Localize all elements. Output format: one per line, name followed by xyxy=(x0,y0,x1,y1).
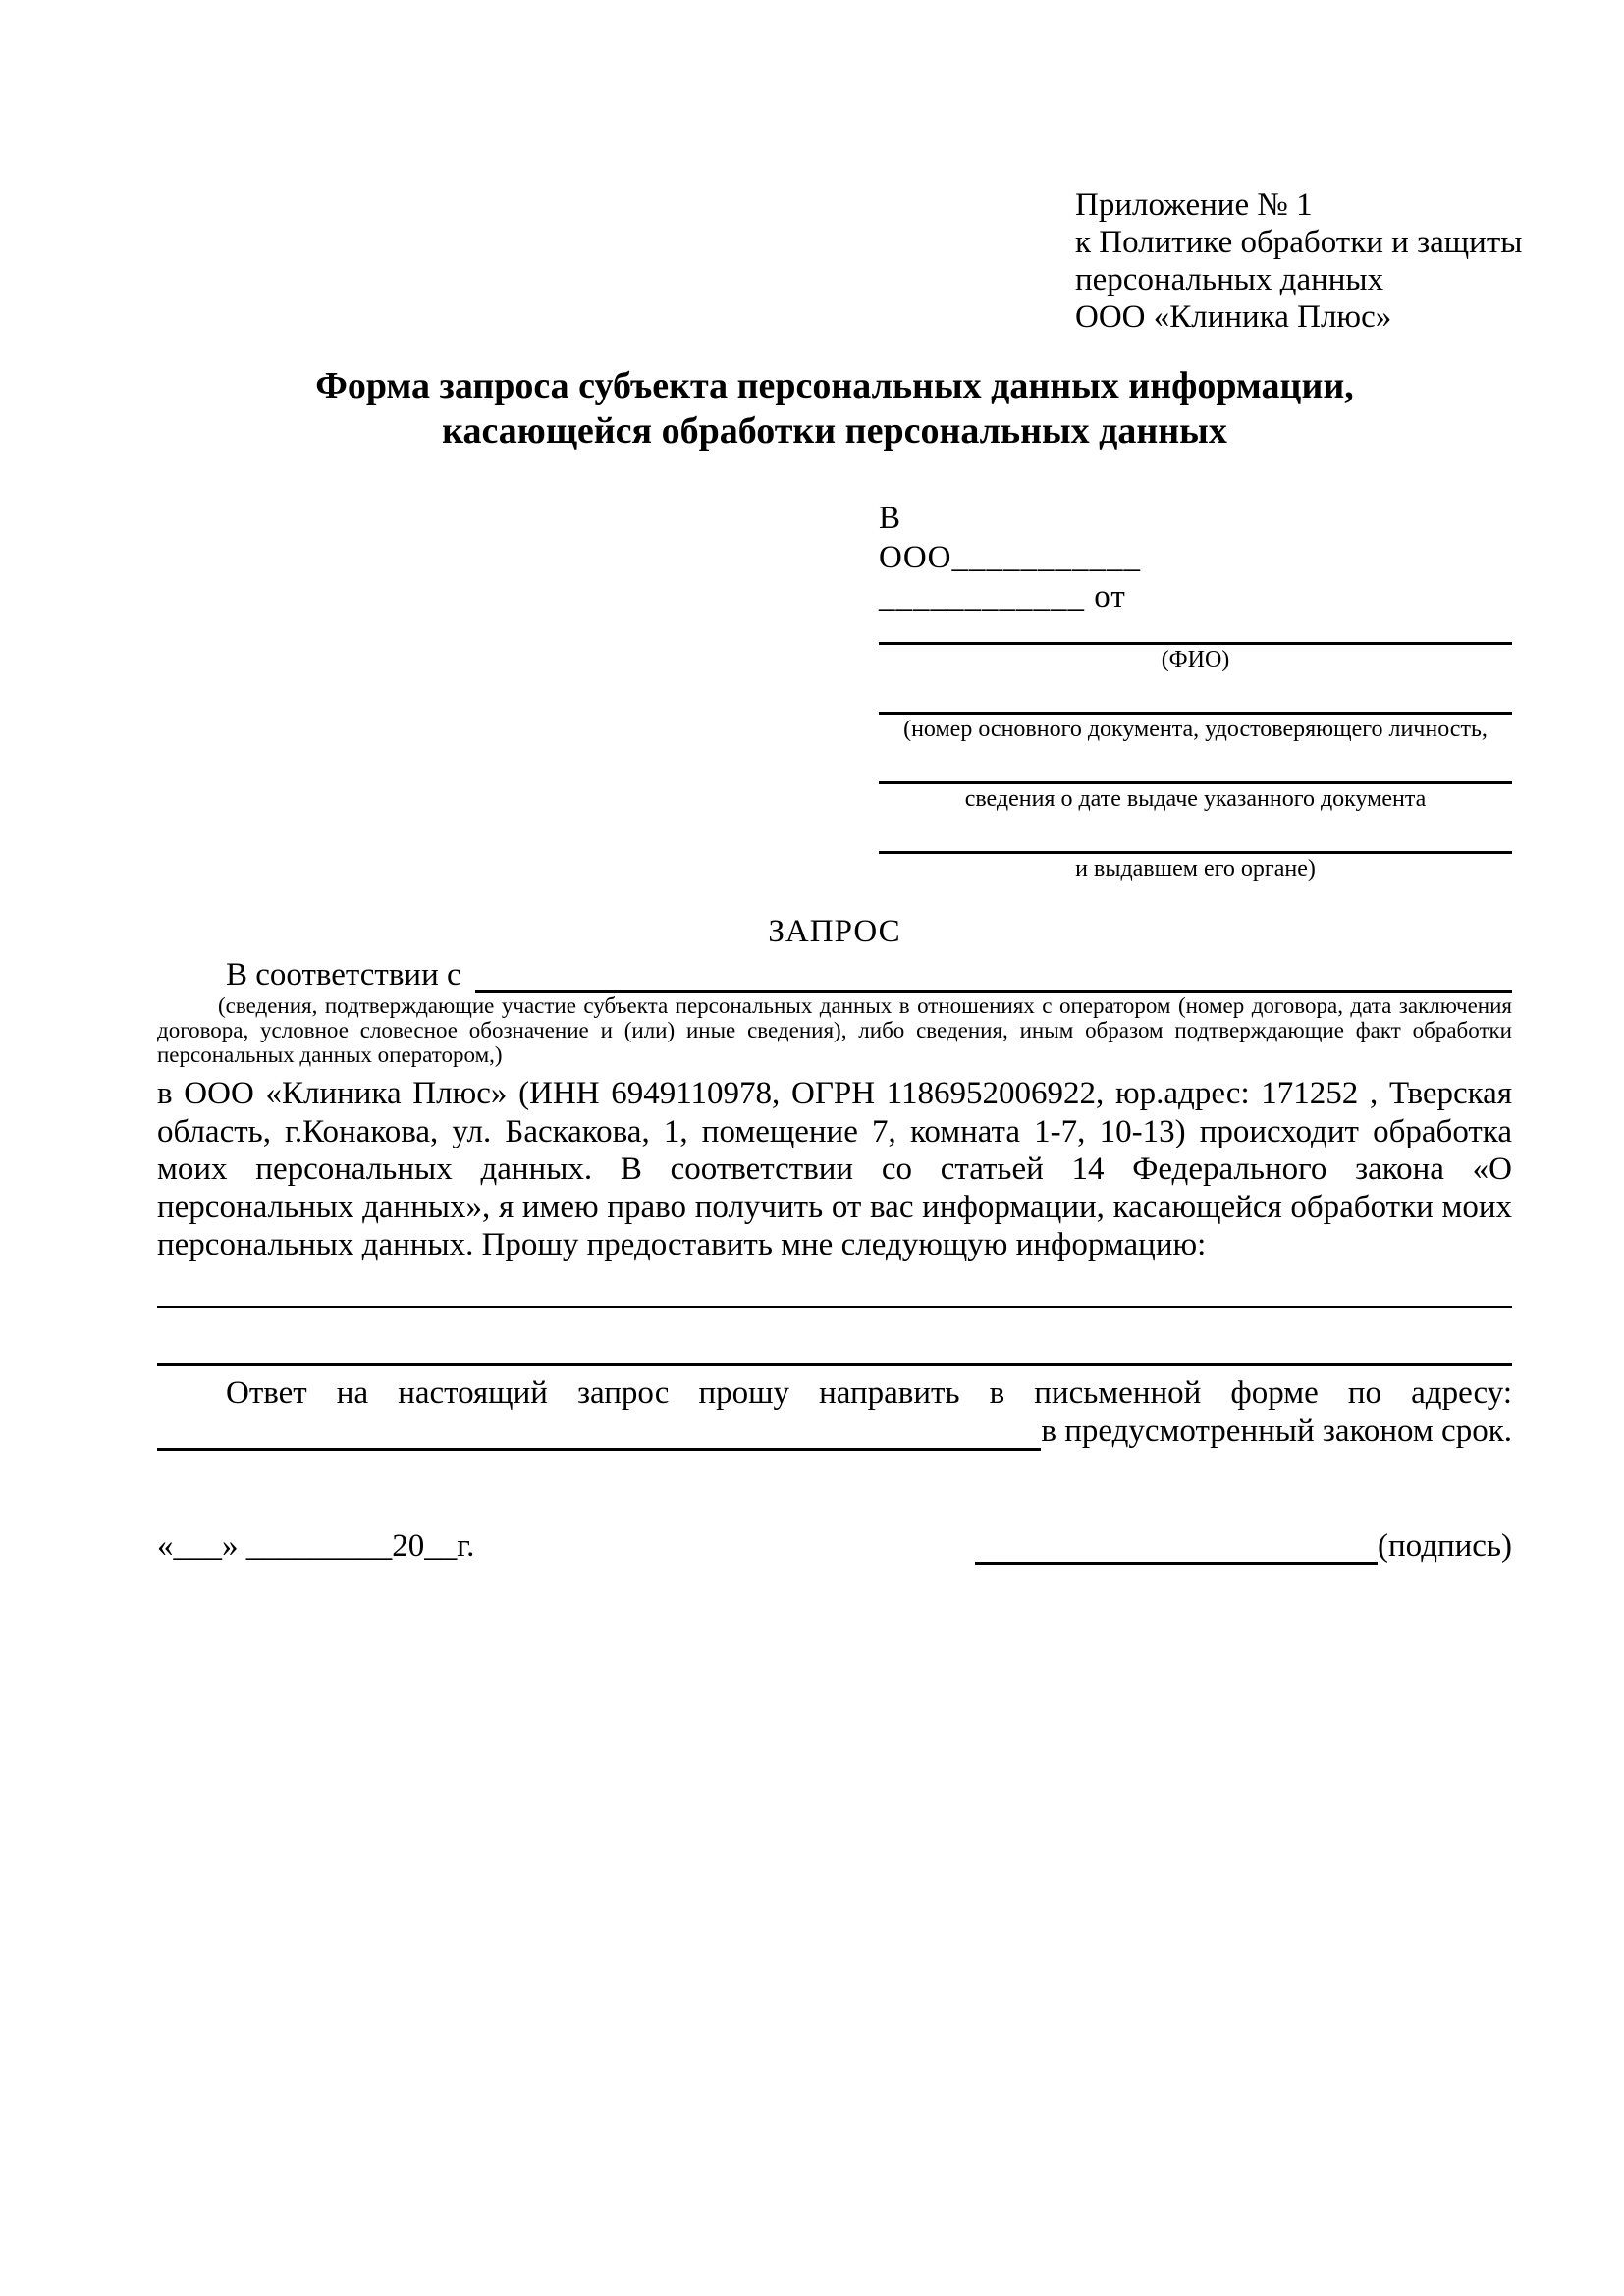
reply-address-line xyxy=(157,1413,1512,1451)
request-body: в ООО «Клиника Плюс» (ИНН 6949110978, ОГРН 1186952006922, юр.адрес: 171252 , Тверская область, г.Конакова, ул. Баскакова, 1, помещение 7, комната 1-7, 10-13) происходит обработка моих персональных данных. В соответствии со статьей 14 Федерального закона «О персональных данных», я имею право получить от вас информации, касающейся обработки моих персональных данных. Прошу предоставить мне следующую информацию: xyxy=(157,1076,1512,1262)
basis-line xyxy=(157,954,1512,993)
document-number-fill-line xyxy=(879,686,1512,715)
issue-date-fill-group xyxy=(879,756,1512,814)
annex-header xyxy=(1075,0,1523,336)
recipient-ooo-line: ООО___________ xyxy=(879,540,1141,575)
issue-date-label: сведения о дате выдаче указанного документа xyxy=(964,786,1427,812)
basis-prefix: В соответствии с xyxy=(226,957,461,992)
recipient-to: В xyxy=(879,501,902,536)
address-fill-line xyxy=(157,1417,1041,1451)
document-title-line: касающейся обработки персональных данных xyxy=(442,410,1227,452)
document-content xyxy=(157,0,1523,1565)
issuing-authority-fill-line xyxy=(879,826,1512,854)
recipient-from-line: ____________ от xyxy=(879,579,1126,614)
date-signature-row xyxy=(157,1527,1512,1565)
annex-header-line: Приложение № 1 xyxy=(1075,187,1313,223)
annex-header-line: к Политике обработки и защиты xyxy=(1075,225,1523,260)
issuing-authority-label: и выдавшем его органе) xyxy=(1075,856,1316,881)
issue-date-fill-line xyxy=(879,756,1512,784)
annex-header-line: персональных данных xyxy=(1075,262,1384,297)
document-title xyxy=(157,363,1512,454)
recipient-block xyxy=(879,499,1512,883)
reply-request-text: Ответ на настоящий запрос прошу направить в письменной форме по адресу: xyxy=(226,1374,1512,1411)
request-heading: ЗАПРОС xyxy=(768,914,901,949)
fio-fill-line xyxy=(879,616,1512,645)
information-fill-line xyxy=(157,1306,1512,1308)
document-number-fill-group xyxy=(879,686,1512,744)
reply-deadline-text: в предусмотренный законом срок. xyxy=(1041,1413,1512,1449)
basis-fill-line xyxy=(475,961,1512,993)
issuing-authority-fill-group xyxy=(879,826,1512,883)
document-title-line: Форма запроса субъекта персональных данных информации, xyxy=(315,365,1354,406)
annex-header-line: ООО «Клиника Плюс» xyxy=(1075,299,1392,335)
fio-label: (ФИО) xyxy=(1161,647,1230,672)
fio-fill-group xyxy=(879,616,1512,674)
signature-fill-line xyxy=(975,1532,1378,1565)
signature-label: (подпись) xyxy=(1378,1527,1512,1564)
signature-area xyxy=(975,1527,1512,1565)
date-fill-line: «___» _________20__г. xyxy=(157,1527,475,1564)
basis-explanation: (сведения, подтверждающие участие субъекта персональных данных в отношениях с оператором (номер договора, дата заключения договора, условное словесное обозначение и (или) иные сведения), либо сведения, иным образом подтверждающие факт обработки персональных данных оператором,) xyxy=(157,993,1512,1067)
information-fill-line xyxy=(157,1363,1512,1366)
document-number-label: (номер основного документа, удостоверяющего личность, xyxy=(903,717,1488,742)
